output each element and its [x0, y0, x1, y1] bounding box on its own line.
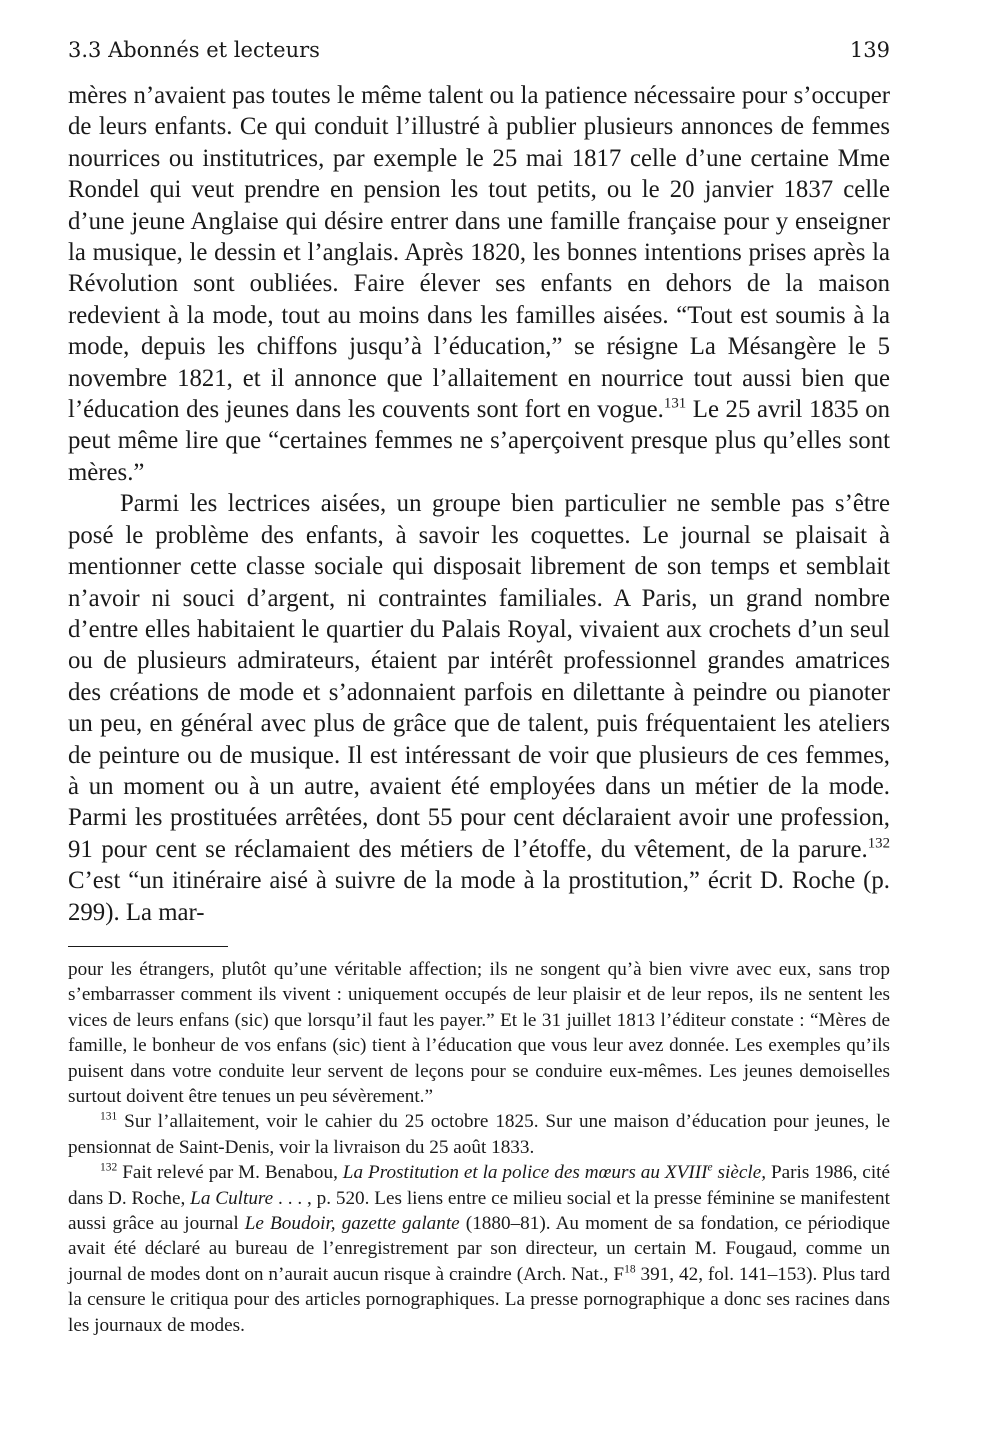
page-number: 139 — [849, 38, 890, 62]
footnote-132 — [68, 1160, 890, 1338]
footnote-mark-132: 132 — [100, 1161, 118, 1174]
paragraph-1 — [68, 80, 890, 488]
footnote-ref-131: 131 — [663, 395, 687, 412]
section-title: 3.3 Abonnés et lecteurs — [68, 38, 320, 62]
footnote-131-text: Sur l’allaitement, voir le cahier du 25 octobre 1825. Sur une maison d’éducation pour jeunes, le pensionnat de Saint-Denis, voir la livraison du 25 août 1833. — [68, 1111, 890, 1158]
footnote-132-text: Fait relevé par M. Benabou, — [117, 1162, 343, 1184]
paragraph-1-text-end: Le 25 avril 1835 on peut même lire que “certaines femmes ne s’aperçoivent presque plus qu’elles sont mères.” — [68, 396, 890, 486]
footnote-mark-131: 131 — [100, 1111, 118, 1124]
century-superscript: e — [707, 1161, 713, 1174]
main-text — [68, 80, 890, 928]
book-page — [68, 36, 890, 1338]
paragraph-2 — [68, 488, 890, 928]
footnote-132-text-5: 391, 42, fol. 141–153). Plus tard la censure le critiqua pour des articles pornographiques. La presse pornographique a donc ses racines dans les journaux de modes. — [68, 1263, 890, 1336]
paragraph-2-text: Parmi les lectrices aisées, un groupe bien particulier ne semble pas s’être posé le problème des enfants, à savoir les coquettes. Le journal se plaisait à mentionner cette classe sociale qui disposait librement de son temps et semblait n’avoir ni souci d’argent, ni contraintes familiales. A Paris, un grand nombre d’entre elles habitaient le quartier du Palais Royal, vivaient aux crochets d’un seul ou de plusieurs admirateurs, étaient par intérêt professionnel grandes amatrices des créations de mode et s’adonnaient parfois en dilettante à peindre ou pianoter un peu, en général avec plus de grâce que de talent, puis fréquentaient les ateliers de peinture ou de musique. Il est intéressant de voir que plusieurs de ces femmes, à un moment ou à un autre, avaient été employées dans un métier de la mode. Parmi les prostituées arrêtées, dont 55 pour cent déclaraient avoir une profession, 91 pour cent se réclamaient des métiers de l’étoffe, du vêtement, de la parure. — [68, 490, 890, 863]
footnote-continued: pour les étrangers, plutôt qu’une véritable affection; ils ne songent qu’à bien vivre avec eux, sans trop s’embarrasser comment ils vivent : uniquement occupés de leur plaisir et de leur repos, ils ne sentent les vices de leurs enfans (sic) que lorsqu’il faut les payer.” Et le 31 juillet 1813 l’éditeur constate : “Mères de famille, le bonheur de vos enfans (sic) tient à l’éducation que vous leur avez donnée. Les exemples qu’ils puisent dans votre conduite leur servent de leçons pour se conduire eux-mêmes. Les jeunes demoiselles surtout doivent être tenues un peu sévèrement.” — [68, 958, 890, 1107]
title-prostitution-text: La Prostitution et la police des mœurs au XVIII — [342, 1162, 708, 1184]
footnote-ref-132: 132 — [867, 835, 890, 852]
title-la-culture: La Culture — [190, 1187, 274, 1209]
footnote-132-text-3: . . . , p. 520. Les liens entre ce milieu social et la presse féminine se manifestent aussi grâce au journal — [68, 1187, 890, 1235]
footnote-132-text-4: (1880–81). Au moment de sa fondation, ce périodique avait été déclaré au bureau de l’enregistrement par son directeur, un certain M. Fougaud, comme un journal de modes dont on n’aurait aucun risque à craindre (Arch. Nat., F — [68, 1213, 890, 1285]
footnote-rule — [68, 946, 228, 947]
title-prostitution-end: siècle, — [712, 1162, 767, 1184]
archive-superscript: 18 — [624, 1263, 636, 1276]
footnote-132-text-2: Paris 1986, cité dans D. Roche, — [68, 1162, 890, 1209]
footnotes — [68, 957, 890, 1338]
footnote-131 — [68, 1109, 890, 1160]
title-le-boudoir: Le Boudoir, gazette galante — [244, 1213, 460, 1235]
paragraph-2-text-end: C’est “un itinéraire aisé à suivre de la mode à la prostitution,” écrit D. Roche (p. 299). La mar- — [68, 867, 890, 926]
paragraph-1-text: mères n’avaient pas toutes le même talent ou la patience nécessaire pour s’occuper de leurs enfants. Ce qui conduit l’illustré à publier plusieurs annonces de femmes nourrices ou institutrices, par exemple le 25 mai 1817 celle d’une certaine Mme Rondel qui veut prendre en pension les tout petits, ou le 20 janvier 1837 celle d’une jeune Anglaise qui désire entrer dans une famille française pour y enseigner la musique, le dessin et l’anglais. Après 1820, les bonnes intentions prises après la Révolution sont oubliées. Faire élever ses enfants en dehors de la maison redevient à la mode, tout au moins dans les familles aisées. “Tout est soumis à la mode, depuis les chiffons jusqu’à l’éducation,” se résigne La Mésangère le 5 novembre 1821, et il annonce que l’allaitement en nourrice tout aussi bien que l’éducation des jeunes dans les couvents sont fort en vogue. — [68, 82, 890, 424]
title-prostitution — [343, 1162, 766, 1183]
running-head — [68, 36, 890, 80]
